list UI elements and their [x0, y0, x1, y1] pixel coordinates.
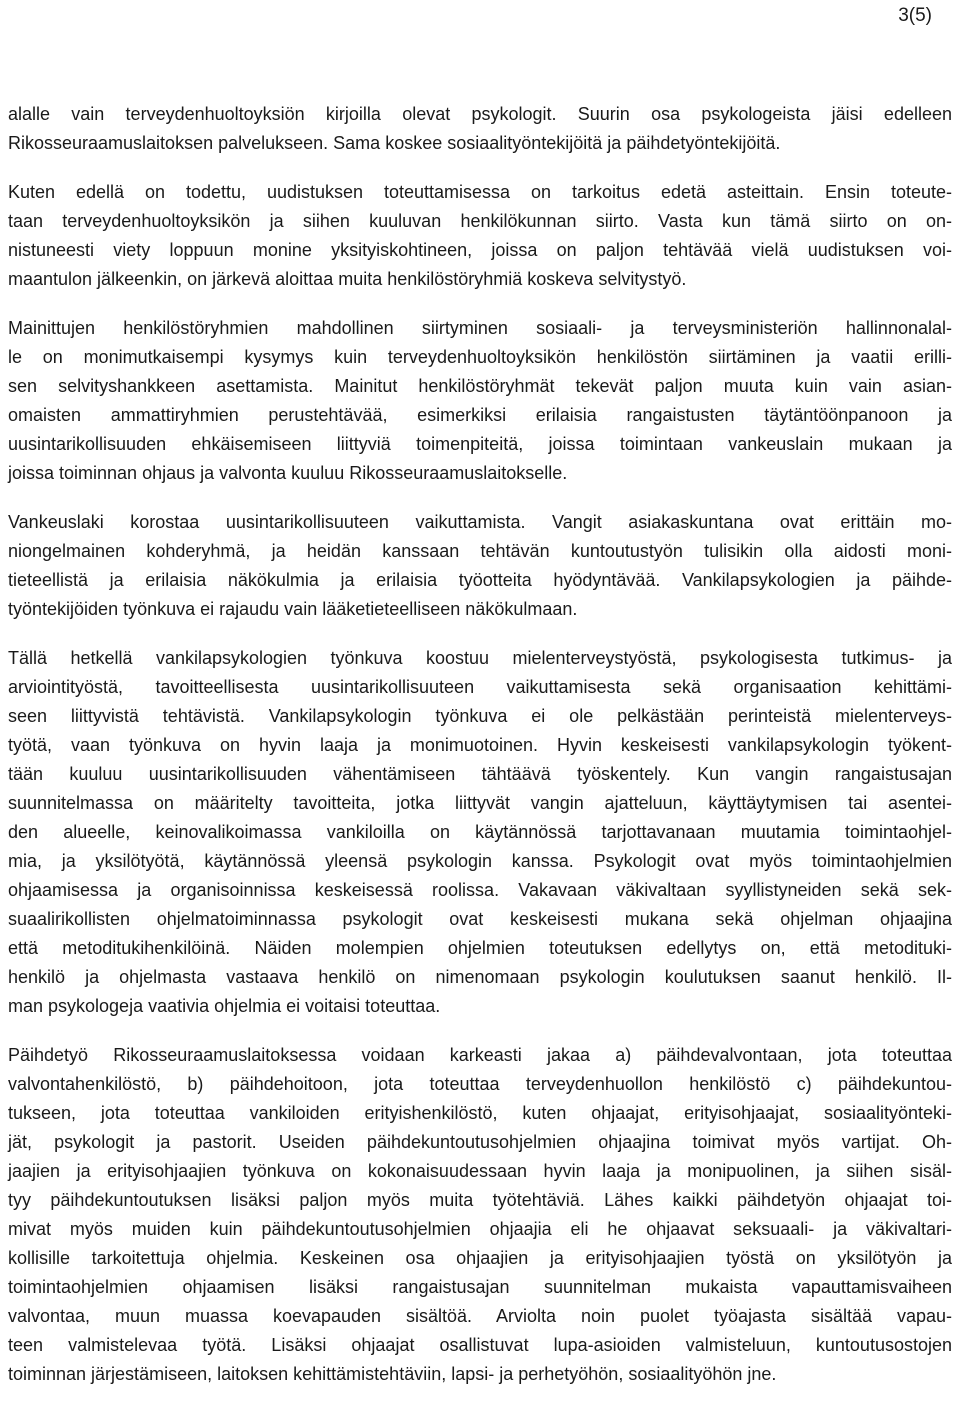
paragraph-3: [8, 314, 952, 488]
text-line: tieteellistä ja erilaisia näkökulmia ja erilaisia työotteita hyödyntävää. Vankilapsykologien ja päihde-: [8, 570, 952, 590]
text-line: tyy päihdekuntoutuksen lisäksi paljon myös muita työtehtäviä. Lähes kaikki päihdetyön ohjaajat toi-: [8, 1190, 952, 1210]
text-line: arviointityöstä, tavoitteellisesta uusintarikollisuuteen vaikuttamisesta sekä organisaation kehittämi-: [8, 677, 952, 697]
text-line: joissa toiminnan ohjaus ja valvonta kuuluu Rikosseuraamuslaitokselle.: [8, 463, 568, 483]
text-line: että metoditukihenkilöinä. Näiden molempien ohjelmien toteutuksen edellytys on, että metodituki-: [8, 938, 952, 958]
text-line: tään kuuluu uusintarikollisuuden vähentämiseen tähtäävä työskentely. Kun vangin rangaistusajan: [8, 764, 952, 784]
page-number: 3(5): [898, 5, 932, 26]
text-line: mia, ja yksilötyötä, käytännössä yleensä psykologin kanssa. Psykologit ovat myös toimintaohjelmien: [8, 851, 952, 871]
text-line: jaajien ja erityisohjaajien työnkuva on kokonaisuudessaan hyvin laaja ja monipuolinen, ja siihen sisäl-: [8, 1161, 952, 1181]
text-line: Mainittujen henkilöstöryhmien mahdollinen siirtyminen sosiaali- ja terveysministeriön hallinnonalal-: [8, 318, 952, 338]
text-line: alalle vain terveydenhuoltoyksiön kirjoilla olevat psykologit. Suurin osa psykologeista jäisi edelleen: [8, 104, 952, 124]
text-line: den alueelle, keinovalikoimassa vankiloilla on käytännössä tarjottavanaan muutamia toimintaohjel-: [8, 822, 952, 842]
text-line: omaisten ammattiryhmien perustehtävää, esimerkiksi erilaisia rangaistusten täytäntöönpanoon ja: [8, 405, 952, 425]
text-line: suaalirikollisten ohjelmatoiminnassa psykologit ovat keskeisesti mukana sekä ohjelman ohjaajina: [8, 909, 952, 929]
text-line: Tällä hetkellä vankilapsykologien työnkuva koostuu mielenterveystyöstä, psykologisesta tutkimus- ja: [8, 648, 952, 668]
text-line: toiminnan järjestämiseen, laitoksen kehittämistehtäviin, lapsi- ja perhetyöhön, sosiaalityöhön jne.: [8, 1364, 777, 1384]
text-line: Vankeuslaki korostaa uusintarikollisuuteen vaikuttamista. Vangit asiakaskuntana ovat erittäin mo-: [8, 512, 952, 532]
paragraph-2: [8, 178, 952, 294]
text-line: työtä, vaan työnkuva on hyvin laaja ja monimuotoinen. Hyvin keskeisesti vankilapsykologin työkent-: [8, 735, 952, 755]
text-line: uusintarikollisuuden ehkäisemiseen liittyviä toimenpiteitä, joissa toimintaan vankeuslain mukaan ja: [8, 434, 952, 454]
text-line: taan terveydenhuoltoyksikön ja siihen kuuluvan henkilökunnan siirto. Vasta kun tämä siirto on on-: [8, 211, 952, 231]
text-line: seen liittyvistä tehtävistä. Vankilapsykologin työnkuva ei ole pelkästään perinteistä mielenterveys-: [8, 706, 952, 726]
text-line: valvontaa, muun muassa koevapauden sisältöä. Arviolta noin puolet työajasta sisältää vapau-: [8, 1306, 952, 1326]
text-line: toimintaohjelmien ohjaamisen lisäksi rangaistusajan suunnitelman mukaista vapauttamisvaiheen: [8, 1277, 952, 1297]
text-line: tukseen, jota toteuttaa vankiloiden erityishenkilöstö, kuten ohjaajat, erityisohjaajat, sosiaalityönteki-: [8, 1103, 952, 1123]
text-line: man psykologeja vaativia ohjelmia ei voitaisi toteuttaa.: [8, 996, 441, 1016]
text-line: Kuten edellä on todettu, uudistuksen toteuttamisessa on tarkoitus edetä asteittain. Ensin toteute-: [8, 182, 952, 202]
text-line: teen valmistelevaa työtä. Lisäksi ohjaajat osallistuvat lupa-asioiden valmisteluun, kuntoutusostojen: [8, 1335, 952, 1355]
paragraph-4: [8, 508, 952, 624]
paragraph-1: [8, 100, 952, 158]
paragraph-5: [8, 644, 952, 1021]
text-line: henkilö ja ohjelmasta vastaava henkilö on nimenomaan psykologin koulutuksen saanut henkilö. Il-: [8, 967, 952, 987]
text-line: sen selvityshankkeen asettamista. Mainitut henkilöstöryhmät tekevät paljon muuta kuin vain asian-: [8, 376, 952, 396]
text-line: maantulon jälkeenkin, on järkevä aloittaa muita henkilöstöryhmiä koskeva selvitystyö.: [8, 269, 687, 289]
text-line: mivat myös muiden kuin päihdekuntoutusohjelmien ohjaajia eli he ohjaavat seksuaali- ja väkivaltari-: [8, 1219, 952, 1239]
text-line: jät, psykologit ja pastorit. Useiden päihdekuntoutusohjelmien ohjaajina toimivat myös vartijat. Oh-: [8, 1132, 952, 1152]
text-line: Rikosseuraamuslaitoksen palvelukseen. Sama koskee sosiaalityöntekijöitä ja päihdetyöntekijöitä.: [8, 133, 781, 153]
document-body: [8, 100, 952, 1389]
text-line: valvontahenkilöstö, b) päihdehoitoon, jota toteuttaa terveydenhuollon henkilöstö c) päihdekuntou-: [8, 1074, 952, 1094]
text-line: Päihdetyö Rikosseuraamuslaitoksessa voidaan karkeasti jakaa a) päihdevalvontaan, jota toteuttaa: [8, 1045, 952, 1065]
text-line: suunnitelmassa on määritelty tavoitteita, jotka liittyvät vangin ajatteluun, käyttäytymisen tai asentei-: [8, 793, 952, 813]
text-line: le on monimutkaisempi kysymys kuin terveydenhuoltoyksikön henkilöstön siirtäminen ja vaatii erilli-: [8, 347, 952, 367]
text-line: nistuneesti viety loppuun monine yksityiskohtineen, joissa on paljon tehtävää vielä uudistuksen voi-: [8, 240, 952, 260]
text-line: niongelmainen kohderyhmä, ja heidän kanssaan tehtävän kuntoutustyön tulisikin olla aidosti moni-: [8, 541, 952, 561]
text-line: ohjaamisessa ja organisoinnissa keskeisessä roolissa. Vakavaan väkivaltaan syyllistyneiden sekä sek-: [8, 880, 952, 900]
text-line: työntekijöiden työnkuva ei rajaudu vain lääketieteelliseen näkökulmaan.: [8, 599, 578, 619]
paragraph-6: [8, 1041, 952, 1389]
text-line: kollisille tarkoitettuja ohjelmia. Keskeinen osa ohjaajien ja erityisohjaajien työstä on yksilötyön ja: [8, 1248, 952, 1268]
